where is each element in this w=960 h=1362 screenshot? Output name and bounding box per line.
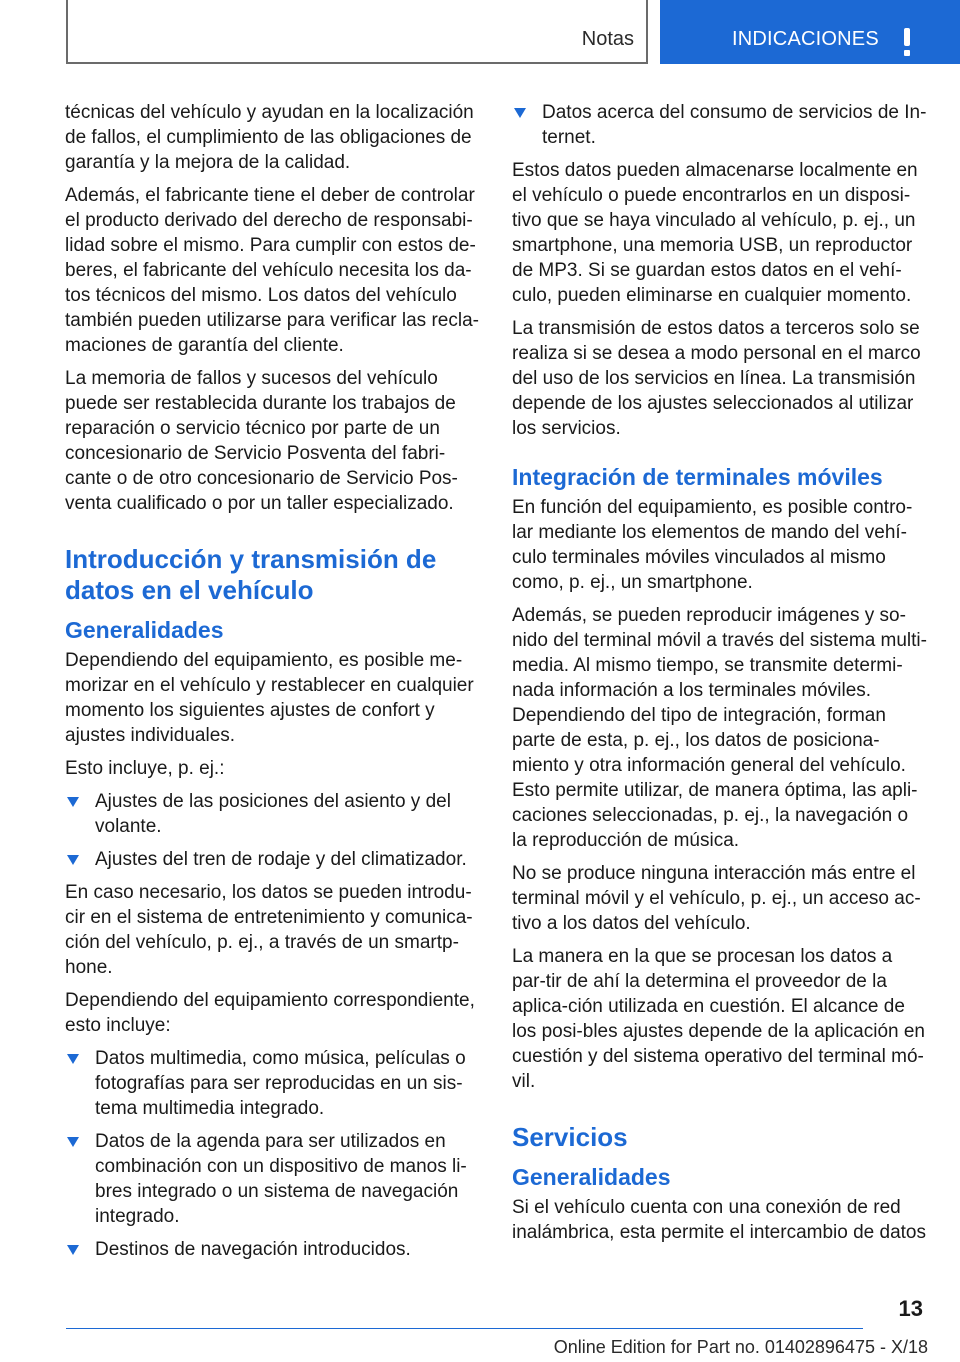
paragraph: La manera en la que se procesan los datos a par-tir de ahí la determina el proveedor de la aplica-ción utilizada en cuestión. El alcance de los posi-bles ajustes depende de la aplicación en cuestión y del sistema operativo del terminal mó-vil. [512,946,925,1092]
list-item: Datos de la agenda para ser utilizados en combinación con un dispositivo de manos li-bres integrado o un sistema de navegación integrado. [65,1129,479,1229]
header-chapter-label: INDICACIONES [732,28,879,50]
list-item: Datos multimedia, como música, películas o fotografías para ser reproducidas en un sis-tema multimedia integrado. [65,1046,479,1121]
paragraph: Dependiendo del equipamiento, es posible me-morizar en el vehículo y restablecer en cualquier momento los siguientes ajustes de confort y ajustes individuales. [65,650,474,746]
subsection-heading: Integración de terminales móviles [512,464,883,490]
triangle-bullet-icon [67,797,79,807]
triangle-bullet-icon [67,1245,79,1255]
paragraph: técnicas del vehículo y ayudan en la localización de fallos, el cumplimiento de las obligaciones de garantía y la mejora de la calidad. [65,102,474,173]
triangle-bullet-icon [67,855,79,865]
triangle-bullet-icon [67,1054,79,1064]
paragraph: Además, se pueden reproducir imágenes y so-nido del terminal móvil a través del sistema multi-media. Al mismo tiempo, se transmite determi-nada información a los terminales móviles. Dependiendo del tipo de integración, forman parte de esta, p. ej., los datos de posiciona-miento y otra información general del vehículo. Esto permite utilizar, de manera óptima, las apli-caciones seleccionadas, p. ej., la navegación o la reproducción de música. [512,605,927,851]
list-item: Ajustes de las posiciones del asiento y del volante. [65,789,479,839]
section-heading: Servicios [512,1122,628,1152]
bullet-list [65,1046,479,1262]
paragraph: Estos datos pueden almacenarse localmente en el vehículo o puede encontrarlos en un disposi-tivo que se haya vinculado al vehículo, p. ej., un smartphone, una memoria USB, un reproductor de MP3. Si se guardan estos datos en el vehí-culo, pueden eliminarse en cualquier momento. [512,160,918,306]
paragraph: En función del equipamiento, es posible contro-lar mediante los elementos de mando del vehí-culo terminales móviles vinculados al mismo como, p. ej., un smartphone. [512,497,913,593]
paragraph: En caso necesario, los datos se pueden introdu-cir en el sistema de entretenimiento y comunica-ción del vehículo, p. ej., a través de un smartp-hone. [65,882,473,978]
triangle-bullet-icon [514,108,526,118]
header-chapter-tab [660,0,960,64]
header-section-label: Notas [581,28,634,50]
left-column [65,100,479,1270]
paragraph: La memoria de fallos y sucesos del vehículo puede ser restablecida durante los trabajos de reparación o servicio técnico por parte de un concesionario de Servicio Posventa del fabri-cante o de otro concesionario de Servicio Pos-venta cualificado o por un taller especializado. [65,368,458,514]
subsection-heading: Generalidades [65,617,224,643]
triangle-bullet-icon [67,1137,79,1147]
paragraph: La transmisión de estos datos a terceros solo se realiza si se desea a modo personal en el marco del uso de los servicios en línea. La transmisión depende de los ajustes seleccionados al utilizar los servicios. [512,318,921,439]
bullet-list [512,100,927,150]
footer-edition: Online Edition for Part no. 01402896475 - X/18 [553,1337,928,1357]
paragraph: Esto incluye, p. ej.: [65,758,225,779]
subsection-heading: Generalidades [512,1164,671,1190]
paragraph: No se produce ninguna interacción más entre el terminal móvil y el vehículo, p. ej., un acceso ac-tivo a los datos del vehículo. [512,863,921,934]
paragraph: Además, el fabricante tiene el deber de controlar el producto derivado del derecho de responsabi-lidad sobre el mismo. Para cumplir con estos de-beres, el fabricante del vehículo necesita los da-tos técnicos del mismo. Los datos del vehículo también pueden utilizarse para verificar las recla-maciones de garantía del cliente. [65,185,479,356]
list-item: Destinos de navegación introducidos. [65,1237,479,1262]
right-column [512,100,927,1253]
paragraph: Dependiendo del equipamiento correspondiente, esto incluye: [65,990,475,1036]
bullet-list [65,789,479,872]
paragraph: Si el vehículo cuenta con una conexión de red inalámbrica, esta permite el intercambio de datos [512,1197,926,1243]
header-frame [66,0,648,64]
list-item: Ajustes del tren de rodaje y del climatizador. [65,847,479,872]
exclamation-icon [902,28,912,56]
page-number: 13 [898,1296,923,1321]
section-heading: Introducción y transmisión de datos en el vehículo [65,544,437,605]
footer-divider [66,1328,863,1329]
list-item: Datos acerca del consumo de servicios de In-ternet. [512,100,927,150]
